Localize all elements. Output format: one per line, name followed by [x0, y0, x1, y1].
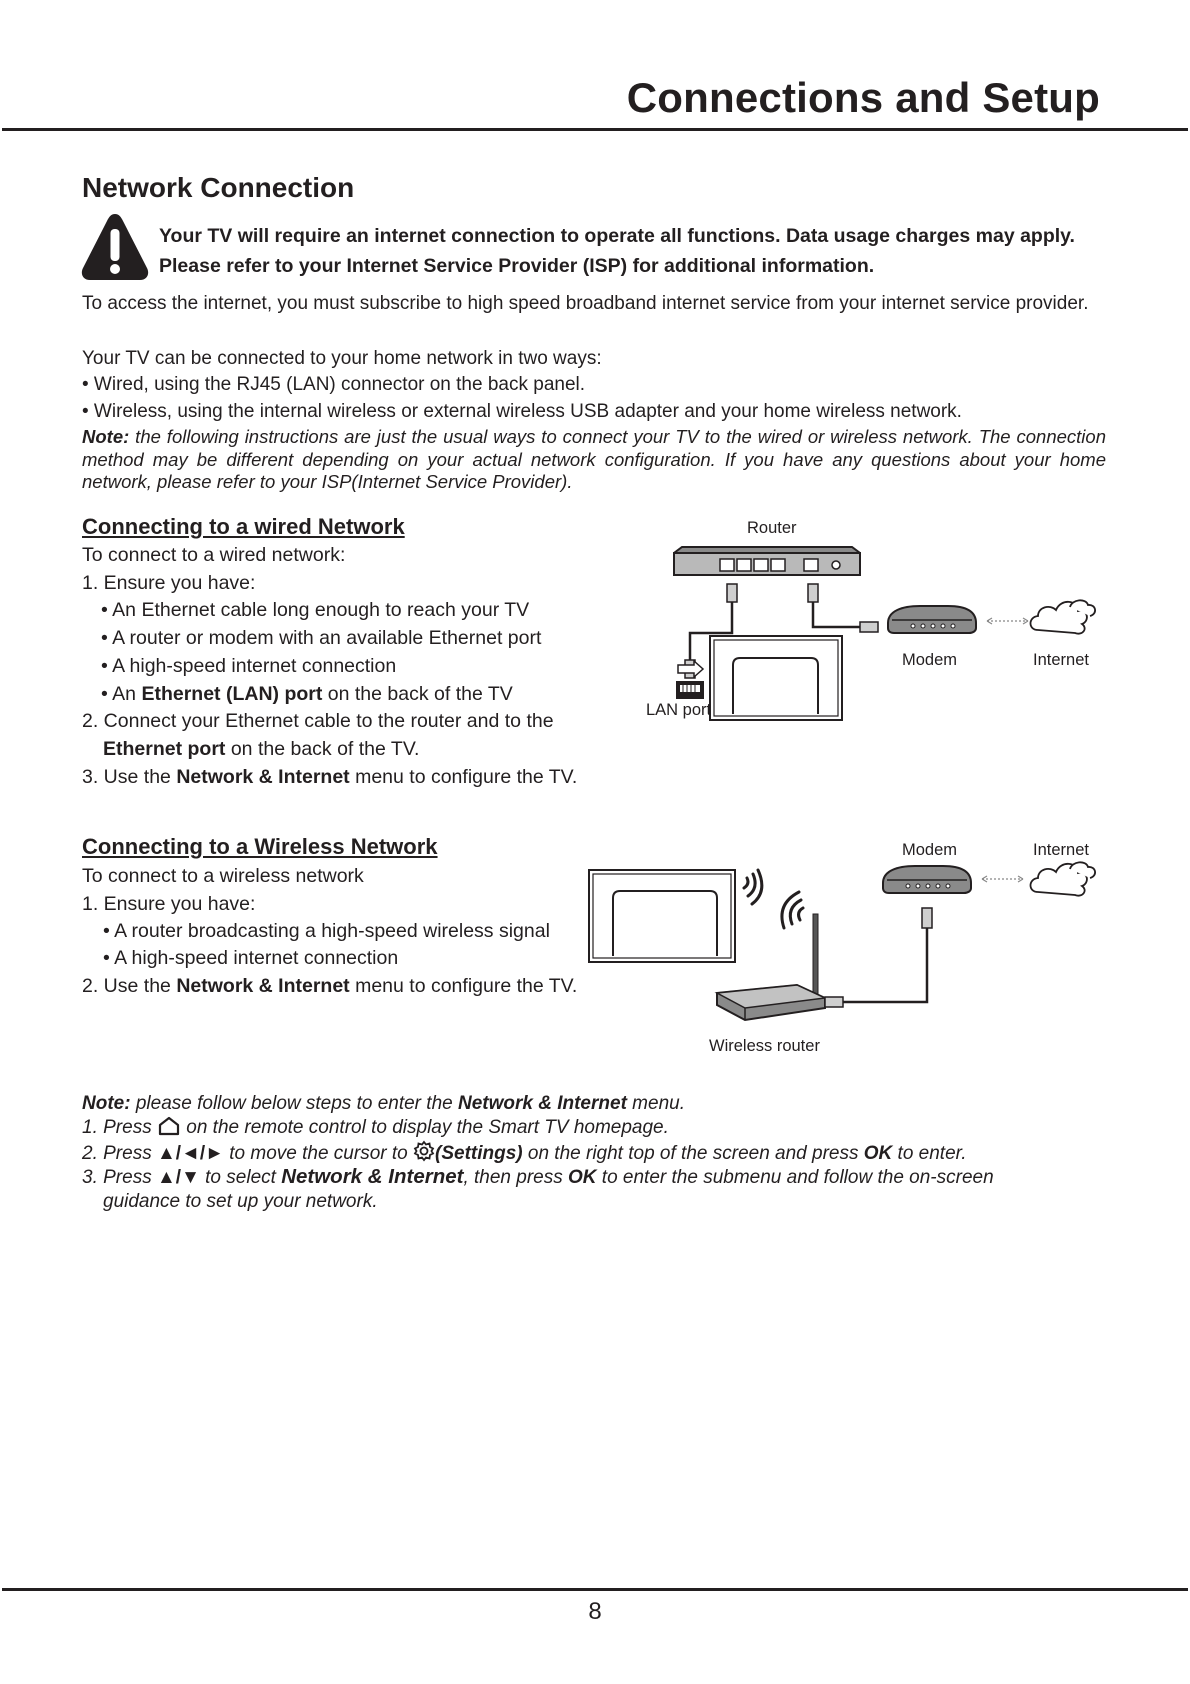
wired-bullet-4-post: on the back of the TV: [322, 683, 513, 705]
lan-port-icon: [676, 681, 704, 699]
intro-wired: • Wired, using the RJ45 (LAN) connector on the back panel.: [82, 374, 586, 395]
warning-text: [159, 221, 1119, 281]
bottom-step-3-pre: 3. Press: [82, 1167, 157, 1188]
bottom-note-label: Note:: [82, 1093, 131, 1114]
wired-step-3-bold: Network & Internet: [176, 766, 350, 788]
bottom-step-2-pre: 2. Press: [82, 1143, 157, 1164]
bottom-note: [82, 1092, 685, 1116]
wireless-section-title: Connecting to a Wireless Network: [82, 834, 438, 859]
bottom-note-bold: Network & Internet: [457, 1093, 627, 1114]
intro-note: [82, 426, 1106, 494]
wired-step-3-pre: 3. Use the: [82, 766, 177, 788]
tv-illustration: [589, 870, 735, 962]
bottom-step-1-post: on the remote control to display the Smart TV homepage.: [180, 1117, 669, 1138]
bottom-step-2-arrows: ▲/◄/►: [156, 1143, 224, 1164]
wired-step-2-cont: [103, 737, 419, 761]
wired-step-2: 2. Connect your Ethernet cable to the router and to the: [82, 710, 554, 732]
bottom-note-post: menu.: [626, 1093, 685, 1114]
wired-step-1: 1. Ensure you have:: [82, 572, 256, 594]
wifi-waves-icon-2: [782, 892, 803, 928]
wireless-internet-label: Internet: [1033, 841, 1089, 859]
home-icon: [157, 1116, 181, 1136]
bottom-step-2-mid2: on the right top of the screen and press: [522, 1143, 864, 1164]
wireless-network-diagram: [585, 860, 1110, 1040]
intro-ways: Your TV can be connected to your home network in two ways:: [82, 348, 602, 369]
intro-access: To access the internet, you must subscribe to high speed broadband internet service from your internet service provider.: [82, 293, 1089, 314]
tv-illustration: [710, 636, 842, 720]
wired-bullet-4-pre: • An: [101, 683, 142, 705]
bottom-step-2-settings: (Settings): [435, 1143, 523, 1164]
warning-icon: [80, 212, 150, 282]
wired-bullet-1: • An Ethernet cable long enough to reach your TV: [101, 599, 530, 621]
warning-line-1: Your TV will require an internet connection to operate all functions. Data usage charges may apply.: [159, 225, 1075, 247]
wired-bullet-2: • A router or modem with an available Ethernet port: [101, 627, 542, 649]
footer-rule: [2, 1588, 1188, 1591]
internet-cloud-icon: [1031, 862, 1096, 895]
bottom-step-3-ok: OK: [568, 1167, 597, 1188]
wireless-intro: To connect to a wireless network: [82, 865, 364, 887]
wireless-bullet-1: • A router broadcasting a high-speed wireless signal: [103, 920, 550, 942]
bottom-step-1-pre: 1. Press: [82, 1117, 157, 1138]
bottom-step-2-post: to enter.: [892, 1143, 967, 1164]
wireless-step-1: 1. Ensure you have:: [82, 893, 256, 915]
settings-gear-icon: [413, 1140, 435, 1162]
internet-label: Internet: [1033, 651, 1089, 669]
wired-network-diagram: [630, 515, 1110, 775]
bottom-note-pre: please follow below steps to enter the: [130, 1093, 458, 1114]
bottom-step-3-arrows: ▲/▼: [156, 1167, 200, 1188]
wired-section-title: Connecting to a wired Network: [82, 514, 405, 539]
wired-step-2-post: on the back of the TV.: [225, 738, 420, 760]
bottom-step-2: [82, 1140, 967, 1166]
modem-illustration: [883, 866, 971, 893]
bottom-step-2-ok: OK: [863, 1143, 893, 1164]
internet-cloud-icon: [1031, 600, 1096, 633]
modem-label: Modem: [902, 651, 958, 669]
intro-wireless: • Wireless, using the internal wireless or external wireless USB adapter and your home wireless network.: [82, 401, 962, 422]
bottom-step-3-bold: Network & Internet: [281, 1165, 464, 1188]
intro-note-label: Note:: [82, 426, 130, 447]
lan-port-label: LAN port: [646, 701, 712, 719]
wireless-step-2-pre: 2. Use the: [82, 975, 177, 997]
wired-bullet-4-bold: Ethernet (LAN) port: [141, 683, 323, 705]
bottom-step-1: [82, 1116, 669, 1140]
wireless-bullet-2: • A high-speed internet connection: [103, 947, 399, 969]
bottom-step-3-cont: guidance to set up your network.: [103, 1191, 378, 1212]
section-title: Network Connection: [82, 172, 355, 203]
wired-step-3-post: menu to configure the TV.: [349, 766, 578, 788]
page-header-title: Connections and Setup: [626, 74, 1100, 121]
bottom-step-2-mid: to move the cursor to: [223, 1143, 413, 1164]
wired-bullet-3: • A high-speed internet connection: [101, 655, 397, 677]
wired-step-2-bold: Ethernet port: [103, 738, 226, 760]
wireless-router-label: Wireless router: [709, 1037, 820, 1055]
wireless-step-2-post: menu to configure the TV.: [349, 975, 578, 997]
wireless-step-2: [82, 974, 577, 998]
bottom-step-3-post: to enter the submenu and follow the on-screen: [596, 1167, 994, 1188]
warning-line-2: Please refer to your Internet Service Provider (ISP) for additional information.: [159, 255, 875, 277]
wifi-waves-icon: [744, 870, 762, 904]
wired-bullet-4: [101, 682, 513, 706]
modem-illustration: [888, 606, 976, 633]
wireless-modem-label: Modem: [902, 841, 958, 859]
router-label: Router: [747, 519, 797, 537]
wireless-step-2-bold: Network & Internet: [176, 975, 350, 997]
page-number: 8: [588, 1598, 602, 1625]
bottom-step-3-mid2: , then press: [463, 1167, 569, 1188]
intro-note-text: the following instructions are just the usual ways to connect your TV to the wired or wireless network. The connection method may be different depending on your actual network configuration. If you have any questions about your home network, please refer to your ISP(Internet Service Provider).: [82, 426, 1106, 492]
router-illustration: [674, 547, 860, 575]
bottom-step-3: [82, 1165, 994, 1190]
bottom-step-3-mid: to select: [199, 1167, 282, 1188]
header-rule: [2, 128, 1188, 131]
wired-intro: To connect to a wired network:: [82, 544, 346, 566]
wired-step-3: [82, 765, 577, 789]
